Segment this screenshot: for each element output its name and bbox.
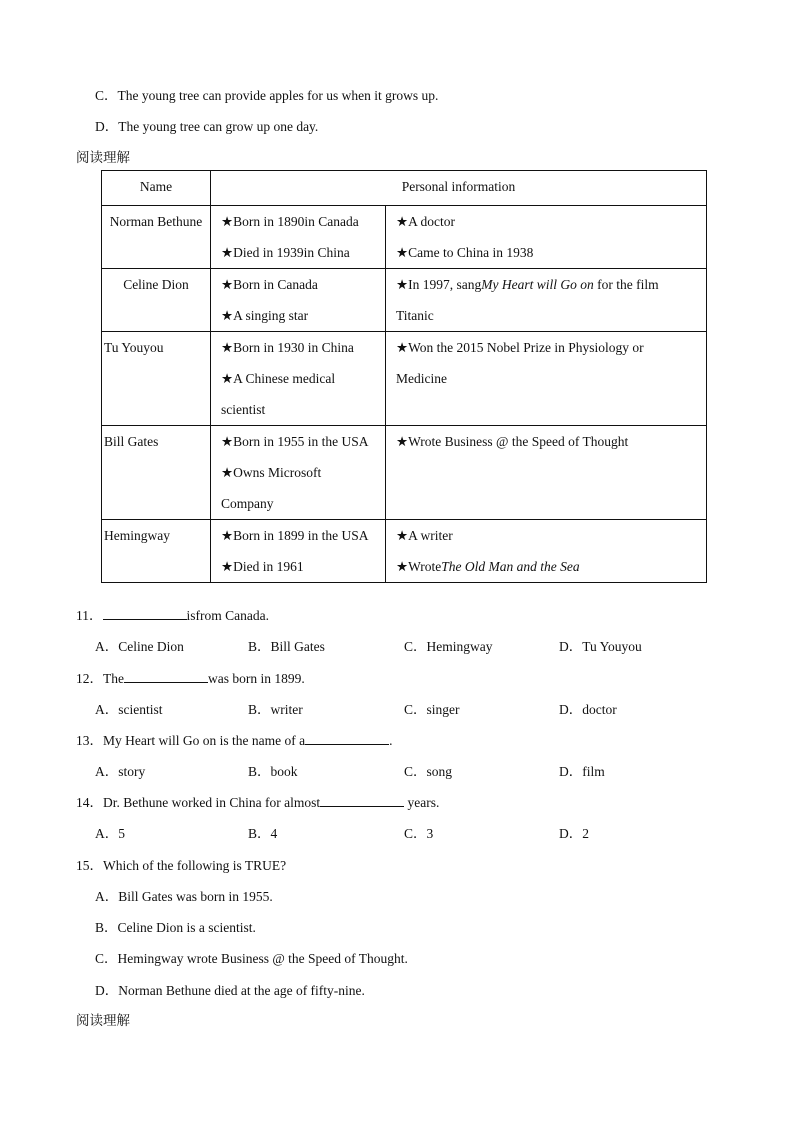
q13-option-d: D．film [559,764,605,779]
q14-option-d: D．2 [559,826,589,841]
row-col1: ★Born in 1955 in the USA ★Owns Microsoft Company [211,426,386,520]
q13-option-b: B．book [248,764,298,779]
row-col1: ★Born in Canada ★A singing star [211,269,386,332]
q15-option-d: D．Norman Bethune died at the age of fifty-nine. [95,983,365,998]
q11-option-a: A．Celine Dion [95,639,184,654]
q11-option-b: B．Bill Gates [248,639,325,654]
row-name: Hemingway [102,520,211,583]
prev-option-d: D．The young tree can grow up one day. [95,119,319,134]
row-col1: ★Born in 1930 in China ★A Chinese medical scientist [211,332,386,426]
q15-option-c: C．Hemingway wrote Business @ the Speed of Thought. [95,951,408,966]
table-row [102,426,707,520]
q12-option-a: A．scientist [95,702,163,717]
q14-option-c: C．3 [404,826,434,841]
q11-option-c: C．Hemingway [404,639,493,654]
row-name: Bill Gates [102,426,211,520]
question-13: 13．My Heart will Go on is the name of a . [76,733,393,748]
header-name: Name [102,171,211,206]
answer-blank [124,670,208,683]
q14-option-b: B．4 [248,826,278,841]
prev-option-c: C．The young tree can provide apples for us when it grows up. [95,88,439,103]
question-15: 15．Which of the following is TRUE? [76,858,287,873]
row-col2: ★A writer ★WroteThe Old Man and the Sea [386,520,707,583]
q13-option-c: C．song [404,764,453,779]
row-col2: ★In 1997, sangMy Heart will Go on for the film Titanic [386,269,707,332]
question-12: 12．The was born in 1899. [76,671,305,686]
table-row [102,206,707,269]
question-14: 14．Dr. Bethune worked in China for almost years. [76,795,440,810]
q13-option-a: A．story [95,764,146,779]
row-name: Norman Bethune [102,206,211,269]
personal-info-table [101,170,707,583]
table-row [102,269,707,332]
row-col1: ★Born in 1899 in the USA ★Died in 1961 [211,520,386,583]
row-col2: ★Wrote Business @ the Speed of Thought [386,426,707,520]
answer-blank [305,732,389,745]
answer-blank [320,794,404,807]
q12-option-d: D．doctor [559,702,617,717]
row-col1: ★Born in 1890in Canada ★Died in 1939in China [211,206,386,269]
q12-option-c: C．singer [404,702,460,717]
song-title: My Heart will Go on [481,277,594,292]
header-info: Personal information [211,171,707,206]
section-label-2: 阅读理解 [76,1013,130,1028]
q15-option-a: A．Bill Gates was born in 1955. [95,889,273,904]
table-header-row [102,171,707,206]
q11-option-d: D．Tu Youyou [559,639,642,654]
question-11: 11． isfrom Canada. [76,608,269,623]
book-title: The Old Man and the Sea [441,559,580,574]
row-name: Tu Youyou [102,332,211,426]
table-row [102,332,707,426]
q15-option-b: B．Celine Dion is a scientist. [95,920,256,935]
q12-option-b: B．writer [248,702,303,717]
table-row [102,520,707,583]
row-col2: ★Won the 2015 Nobel Prize in Physiology or Medicine [386,332,707,426]
section-label: 阅读理解 [76,150,130,165]
q14-option-a: A．5 [95,826,125,841]
row-name: Celine Dion [102,269,211,332]
row-col2: ★A doctor ★Came to China in 1938 [386,206,707,269]
answer-blank [103,607,187,620]
